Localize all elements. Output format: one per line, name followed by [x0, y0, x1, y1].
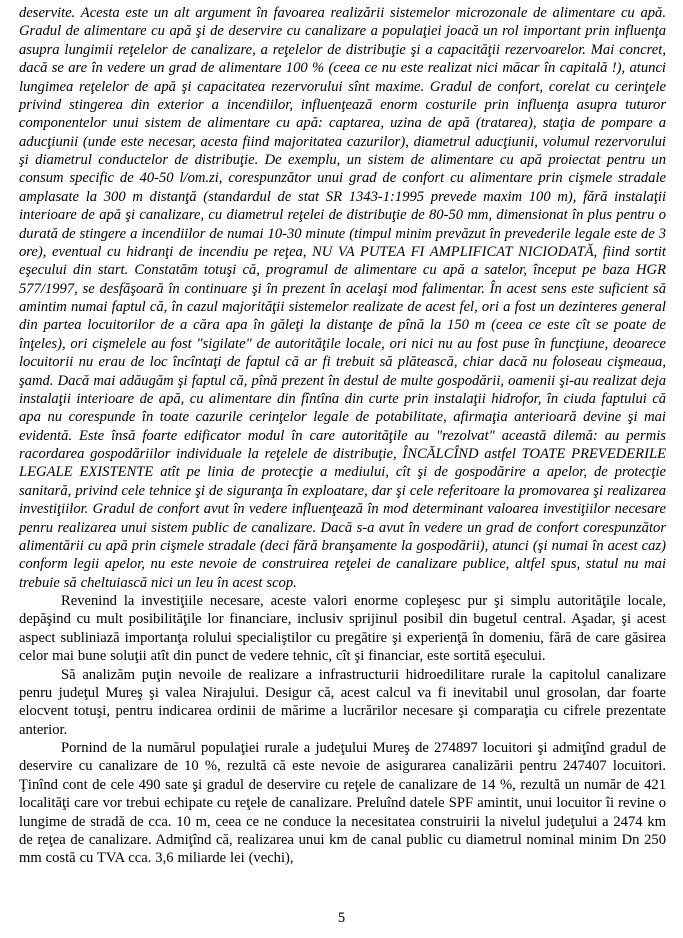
paragraph-analysis-intro: Să analizăm puţin nevoile de realizare a infrastructurii hidroedilitare rurale la capitolul canalizare penru judeţul Mureş şi valea Nirajului. Desigur că, acest calcul va fi inevitabil unul grosolan, dar foarte elocvent totuşi, pentru indicarea ordinii de mărime a lucrărilor necesare şi comparaţia cu cifrele prezentate anterior. [19, 666, 666, 738]
page-number: 5 [337, 909, 346, 926]
paragraph-investments: Revenind la investiţiile necesare, aceste valori enorme copleşesc pur şi simplu autorităţile locale, depăşind cu mult posibilităţile lor financiare, inclusiv sprijinul posibil din bugetul central. Aşadar, şi acest aspect subliniază importanţa rolului specialiştilor cu pregătire şi experienţă în domeniu, fără de care găsirea celor mai bune soluţii atît din punct de vedere tehnic, cît şi financiar, este sortită eşecului. [19, 593, 666, 665]
paragraph-continued-italic: deservite. Acesta este un alt argument în favoarea realizării sistemelor microzonale de alimentare cu apă. Gradul de alimentare cu apă şi de deservire cu canalizare a populaţiei joacă un rol important prin influenţa asupra lungimii reţelelor de canalizare, a reţelelor de distribuţie şi a capacităţii rezervoarelor. Mai concret, dacă se are în vedere un grad de alimentare 100 % (ceea ce nu este realizat nici măcar în capitală !), atunci lungimea reţelelor de apă şi capacitatea rezervorului sînt maxime. Gradul de confort, corelat cu cerinţele privind stingerea din exterior a incendiilor, influenţează enorm costurile prin influenţa asupra tuturor componentelor unui sistem de alimentare cu apă: captarea, uzina de apă (tratarea), staţia de pompare a aducţiunii (unde este necesar, acesta fiind majoritatea cazurilor), diametrul aducţiunii, volumul rezervorului şi diametrul conductelor de distribuţie. De exemplu, un sistem de alimentare cu apă proiectat pentru un consum specific de 40-50 l/om.zi, corespunzător unui grad de confort cu alimentare prin cişmele stradale amplasate la 300 m distanţă (standardul de stat SR 1343-1:1995 prevede maxim 100 m), fără instalaţii interioare de apă şi canalizare, cu diametrul reţelei de distribuţie de 80-50 mm, dimensionat în plus pentru o durată de stingere a incendiilor de numai 10-30 minute (timpul minim prevăzut în prevederile legale este de 3 ore), eventual cu hidranţi de incendiu pe reţea, NU VA PUTEA FI AMPLIFICAT NICIODATĂ, fiind sortit eşecului din start. Constatăm totuşi că, programul de alimentare cu apă a satelor, început pe baza HGR 577/1997, se desfăşoară în continuare şi în prezent în acelaşi mod falimentar. În acest sens este suficient să amintim numai faptul că, în cazul majorităţii sistemelor realizate de acest fel, ori a fost un dezinteres general din partea locuitorilor de a căra apa în găleţi la distanţe de pînă la 150 m (ceea ce este cît se poate de înţeles), ori cişmelele au fost "sigilate" de autorităţile locale, ori nici nu au fost puse în funcţiune, deoarece locuitorii nu erau de loc încîntaţi de faptul că ar fi trebuit să plătească, chiar dacă nu foloseau cişmeaua, şamd. Dacă mai adăugăm şi faptul că, pînă prezent în destul de multe gospodării, oamenii şi-au realizat deja instalaţii interioare de apă, cu alimentare din fîntîna din curte prin instalaţii hidrofor, în ciuda faptului că apa nu corespunde în toate cazurile cerinţelor legale de potabilitate, afirmaţia anterioară devine şi mai evidentă. Este însă foarte edificator modul în care autorităţile au "rezolvat" această dilemă: au permis racordarea gospodăriilor individuale la reţelele de distribuţie, ÎNCĂLCÎND astfel TOATE PREVEDERILE LEGALE EXISTENTE atît pe linia de protecţie a mediului, cît şi de gospodărire a apelor, de protecţie sanitară, privind cele tehnice şi de siguranţa în exploatare, dar şi cele referitoare la promovarea şi realizarea investiţiilor. Gradul de confort avut în vedere influenţează în mod determinant valoarea investiţiilor necesare penru realizarea unui sistem public de canalizare. Dacă s-a avut în vedere un grad de confort corespunzător alimentării cu apă prin cişmele stradale (deci fără branşamente la gospodării), atunci (şi numai în acest caz) conform legii apelor, nu este nevoie de construirea reţelei de canalizare publice, altfel spus, statul nu mai trebuie să cheltuiască nici un leu în acest scop. [19, 5, 666, 591]
paragraph-calculation: Pornind de la numărul populaţiei rurale a judeţului Mureş de 274897 locuitori şi admiţînd gradul de deservire cu canalizare de 10 %, rezultă că este nevoie de asigurarea canalizării pentru 247407 locuitori. Ţinînd cont de cele 490 sate şi gradul de deservire cu reţele de canalizare de 14 %, rezultă un număr de 421 localităţi care vor trebui echipate cu reţele de canalizare. Preluînd datele SPF amintit, unui locuitor îi revine o lungime de stradă de cca. 10 m, ceea ce ne conduce la necesitatea construirii la nivelul judeţului a 2474 km de reţea de canalizare. Admiţînd că, realizarea unui km de canal public cu diametrul nominal minim Dn 250 mm costă cu TVA cca. 3,6 miliarde lei (vechi), [19, 740, 666, 867]
